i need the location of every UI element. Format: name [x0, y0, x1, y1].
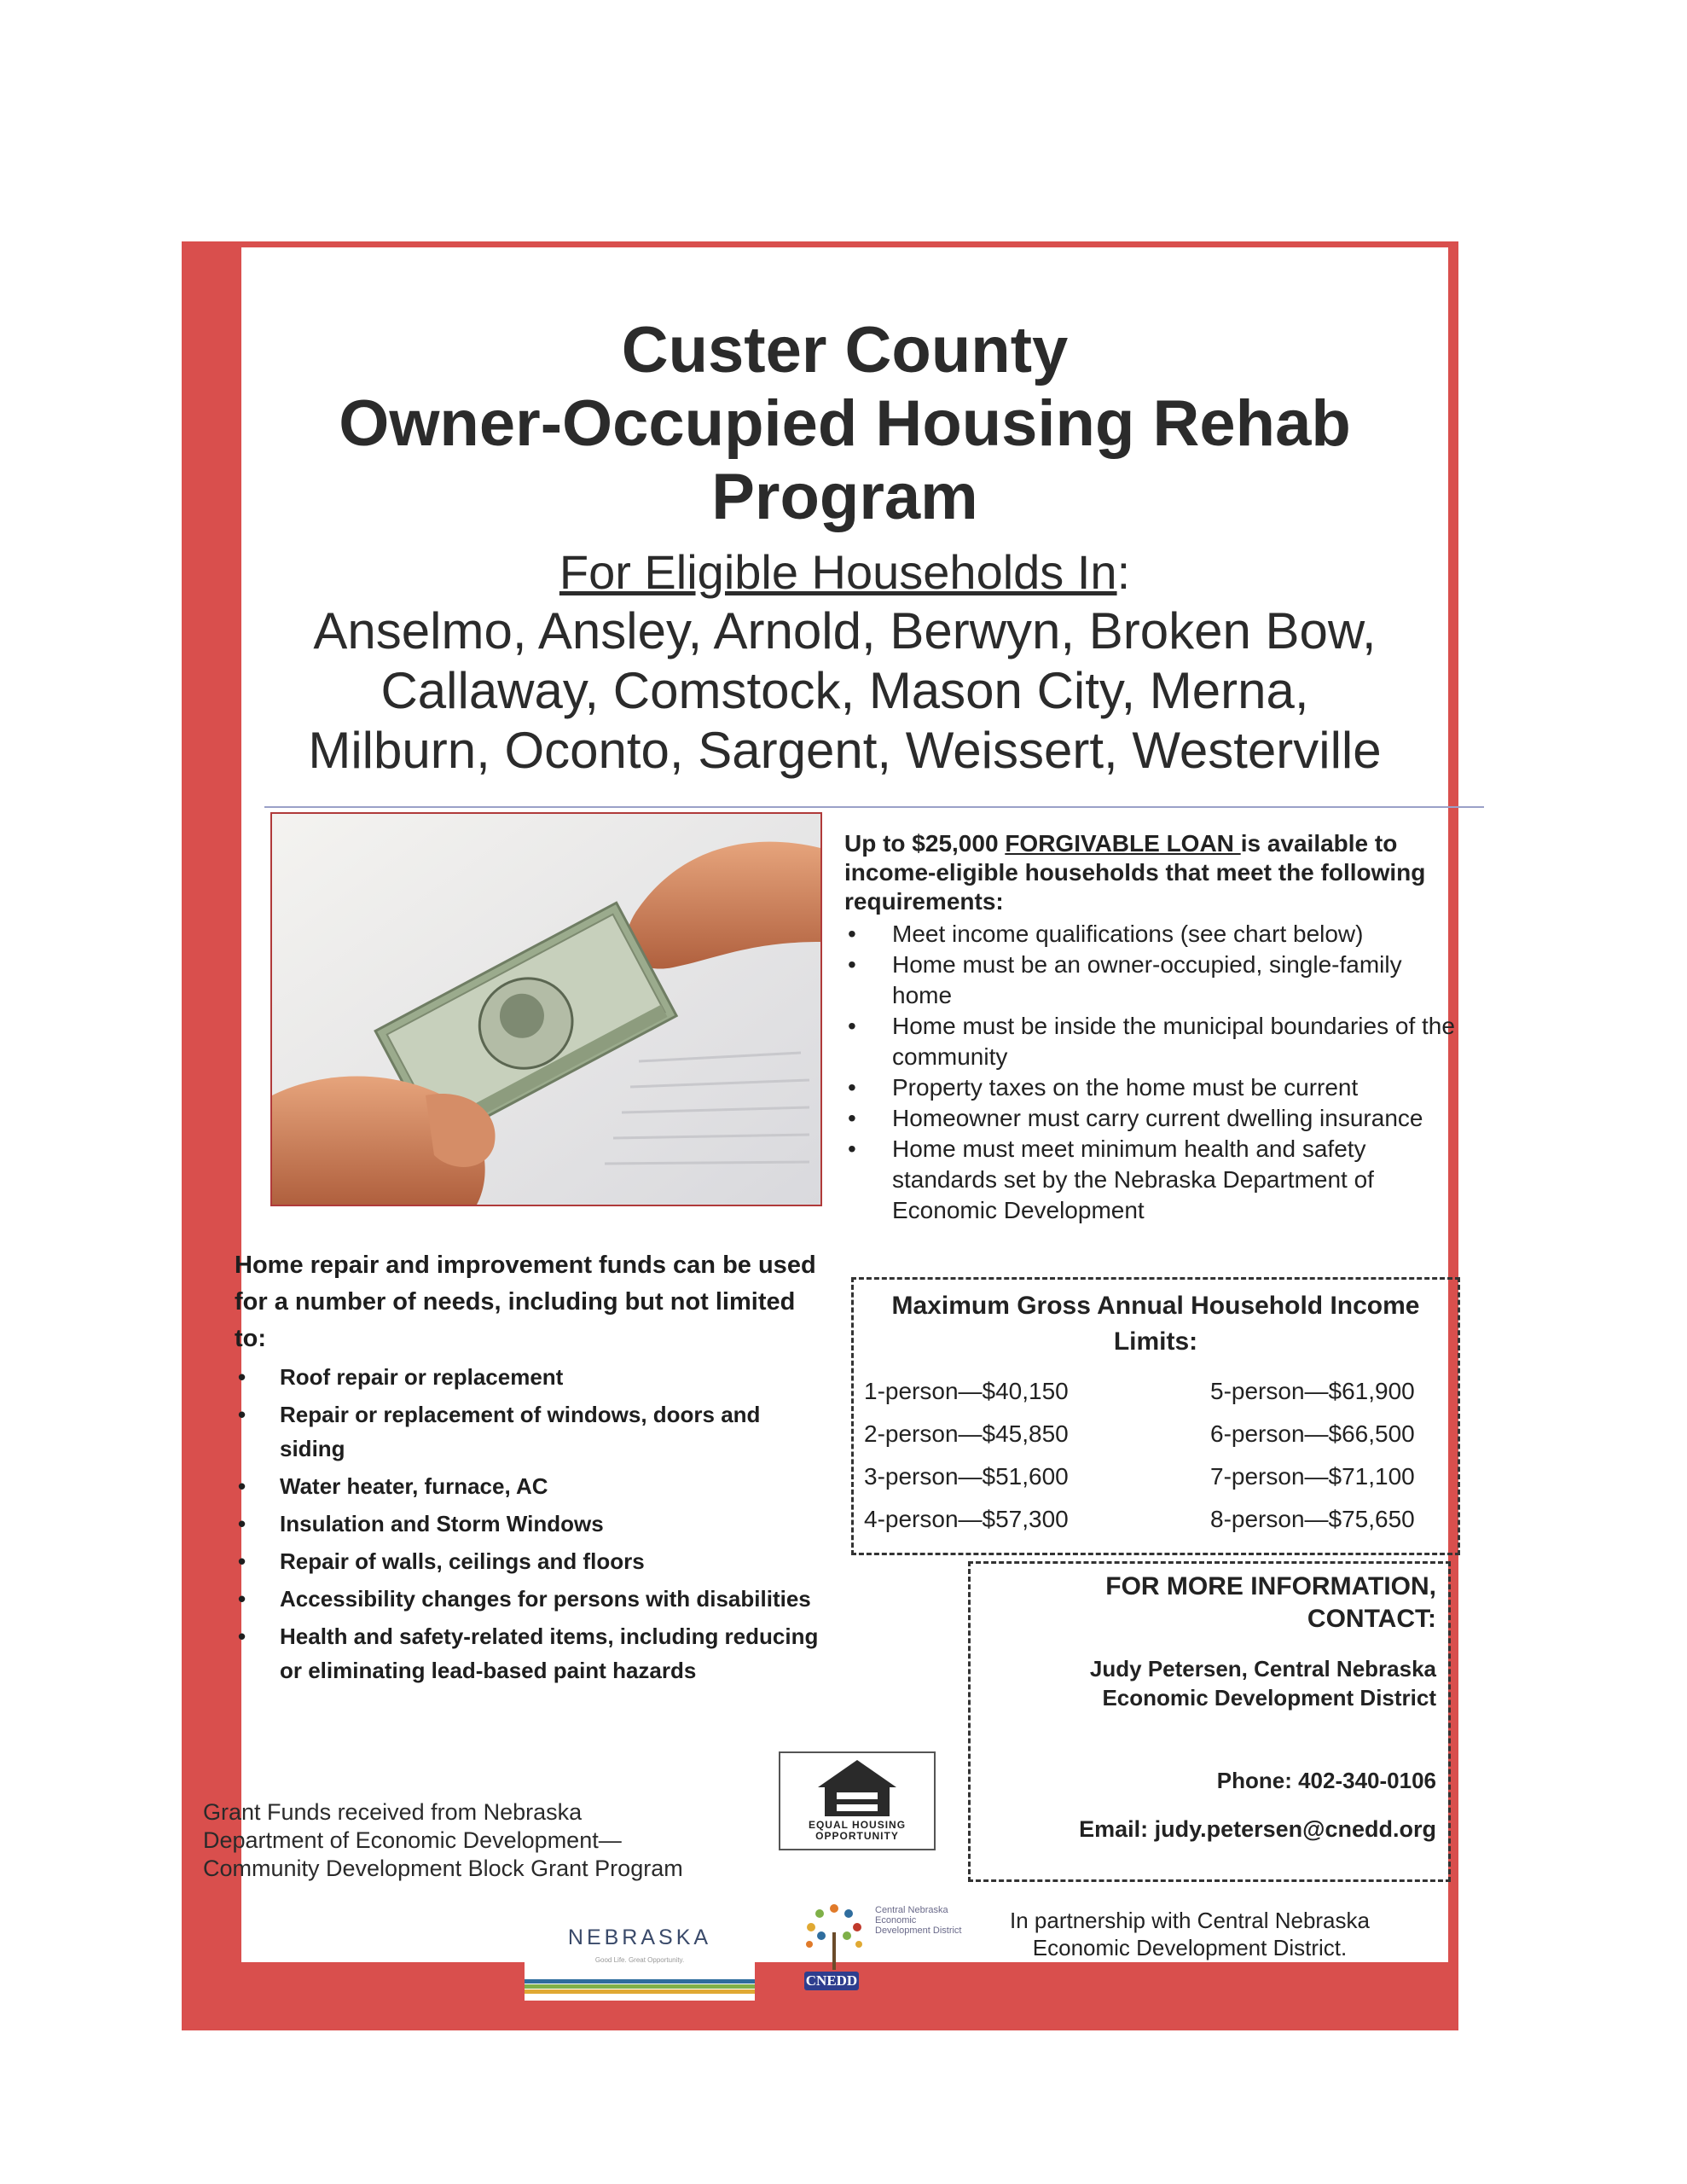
- use-item: • Accessibility changes for persons with disabilities: [235, 1582, 832, 1616]
- contact-box: [968, 1561, 1451, 1882]
- uses-heading: Home repair and improvement funds can be used for a number of needs, including but not limited to:: [235, 1252, 816, 1352]
- equal-housing-line-2: OPPORTUNITY: [815, 1830, 899, 1842]
- requirement-item: • Property taxes on the home must be current: [844, 1072, 1458, 1103]
- contact-heading: [993, 1571, 1436, 1635]
- use-item: • Water heater, furnace, AC: [235, 1469, 832, 1503]
- income-limits-box: [851, 1277, 1460, 1555]
- subtitle-underlined: For Eligible Households In: [559, 545, 1117, 599]
- income-cell: 3-person—$51,600: [864, 1463, 1069, 1490]
- title-line-3: Program: [711, 461, 978, 533]
- grant-line-3: Community Development Block Grant Program: [203, 1856, 683, 1881]
- partner-line-2: Economic Development District.: [1032, 1935, 1348, 1960]
- nebraska-tagline: Good Life. Great Opportunity.: [594, 1956, 685, 1964]
- income-cell: 2-person—$45,850: [864, 1420, 1069, 1447]
- loan-prefix: Up to $25,000: [844, 830, 1006, 857]
- requirements-list: [844, 919, 1458, 1226]
- use-item: • Health and safety-related items, including reducing or eliminating lead-based paint hazards: [235, 1619, 832, 1687]
- equal-housing-logo: [779, 1751, 936, 1850]
- income-title-line-1: Maximum Gross Annual Household Income: [891, 1292, 1420, 1320]
- contact-phone: Phone: 402-340-0106: [1216, 1768, 1436, 1793]
- nebraska-stripes: [525, 1894, 755, 2001]
- use-item: • Repair or replacement of windows, doors and siding: [235, 1397, 832, 1466]
- contact-name-line-1: Judy Petersen, Central Nebraska: [1089, 1656, 1436, 1682]
- partnership-note: [994, 1907, 1386, 1961]
- income-cell: 6-person—$66,500: [1210, 1420, 1415, 1447]
- grant-line-1: Grant Funds received from Nebraska: [203, 1799, 583, 1825]
- cnedd-name: Central Nebraska Economic Development District: [875, 1905, 962, 1936]
- income-cell: 1-person—$40,150: [864, 1378, 1069, 1404]
- requirement-item: • Homeowner must carry current dwelling insurance: [844, 1103, 1458, 1134]
- tree-icon: [796, 1898, 872, 1972]
- income-cell: 8-person—$75,650: [1210, 1506, 1415, 1532]
- house-icon: [780, 1753, 934, 1820]
- grant-line-2: Department of Economic Development—: [203, 1827, 622, 1853]
- requirement-item: • Home must meet minimum health and safety standards set by the Nebraska Department of Economic Development: [844, 1134, 1458, 1226]
- partner-line-1: In partnership with Central Nebraska: [1010, 1908, 1370, 1933]
- requirement-item: • Home must be an owner-occupied, single-family home: [844, 950, 1458, 1011]
- requirement-item: • Home must be inside the municipal boundaries of the community: [844, 1011, 1458, 1072]
- contact-name-line-2: Economic Development District: [1102, 1685, 1436, 1711]
- contact-email: Email: judy.petersen@cnedd.org: [1079, 1816, 1436, 1842]
- income-cell: 5-person—$61,900: [1210, 1378, 1415, 1404]
- nebraska-wordmark: NEBRASKA: [567, 1926, 712, 1949]
- income-limits-title: [854, 1288, 1458, 1360]
- equal-housing-line-1: EQUAL HOUSING: [808, 1819, 907, 1831]
- title-line-1: Custer County: [621, 314, 1069, 386]
- title-line-2: Owner-Occupied Housing Rehab: [339, 387, 1351, 460]
- cnedd-logo: [796, 1898, 966, 1992]
- forgivable-loan-label: FORGIVABLE LOAN: [1005, 830, 1241, 857]
- use-item: • Repair of walls, ceilings and floors: [235, 1544, 832, 1578]
- loan-suffix: is available to income-eligible households that meet the following requirements:: [844, 830, 1426, 915]
- equal-housing-text: [780, 1820, 934, 1842]
- loan-intro: [844, 829, 1458, 916]
- grant-funds-note: [203, 1798, 766, 1883]
- cnedd-badge: CNEDD: [805, 1972, 858, 1989]
- use-item: • Roof repair or replacement: [235, 1360, 832, 1394]
- income-cell: 7-person—$71,100: [1210, 1463, 1415, 1490]
- towns-line-1: Anselmo, Ansley, Arnold, Berwyn, Broken Bow,: [313, 602, 1377, 659]
- contact-heading-line-1: FOR MORE INFORMATION,: [1105, 1572, 1436, 1600]
- divider-rule: [264, 806, 1484, 808]
- requirement-item: • Meet income qualifications (see chart below): [844, 919, 1458, 950]
- uses-list: [235, 1360, 832, 1691]
- use-item: • Insulation and Storm Windows: [235, 1507, 832, 1541]
- towns-line-2: Callaway, Comstock, Mason City, Merna,: [380, 662, 1309, 719]
- subtitle-colon: :: [1116, 545, 1131, 599]
- towns-line-3: Milburn, Oconto, Sargent, Weissert, Westerville: [308, 722, 1382, 779]
- money-handoff-photo: [270, 812, 822, 1206]
- subtitle: [241, 546, 1448, 599]
- contact-heading-line-2: CONTACT:: [1307, 1605, 1436, 1633]
- income-cell: 4-person—$57,300: [864, 1506, 1069, 1532]
- contact-person: [993, 1654, 1436, 1712]
- income-title-line-2: Limits:: [1113, 1327, 1198, 1356]
- nebraska-logo: [525, 1894, 755, 2001]
